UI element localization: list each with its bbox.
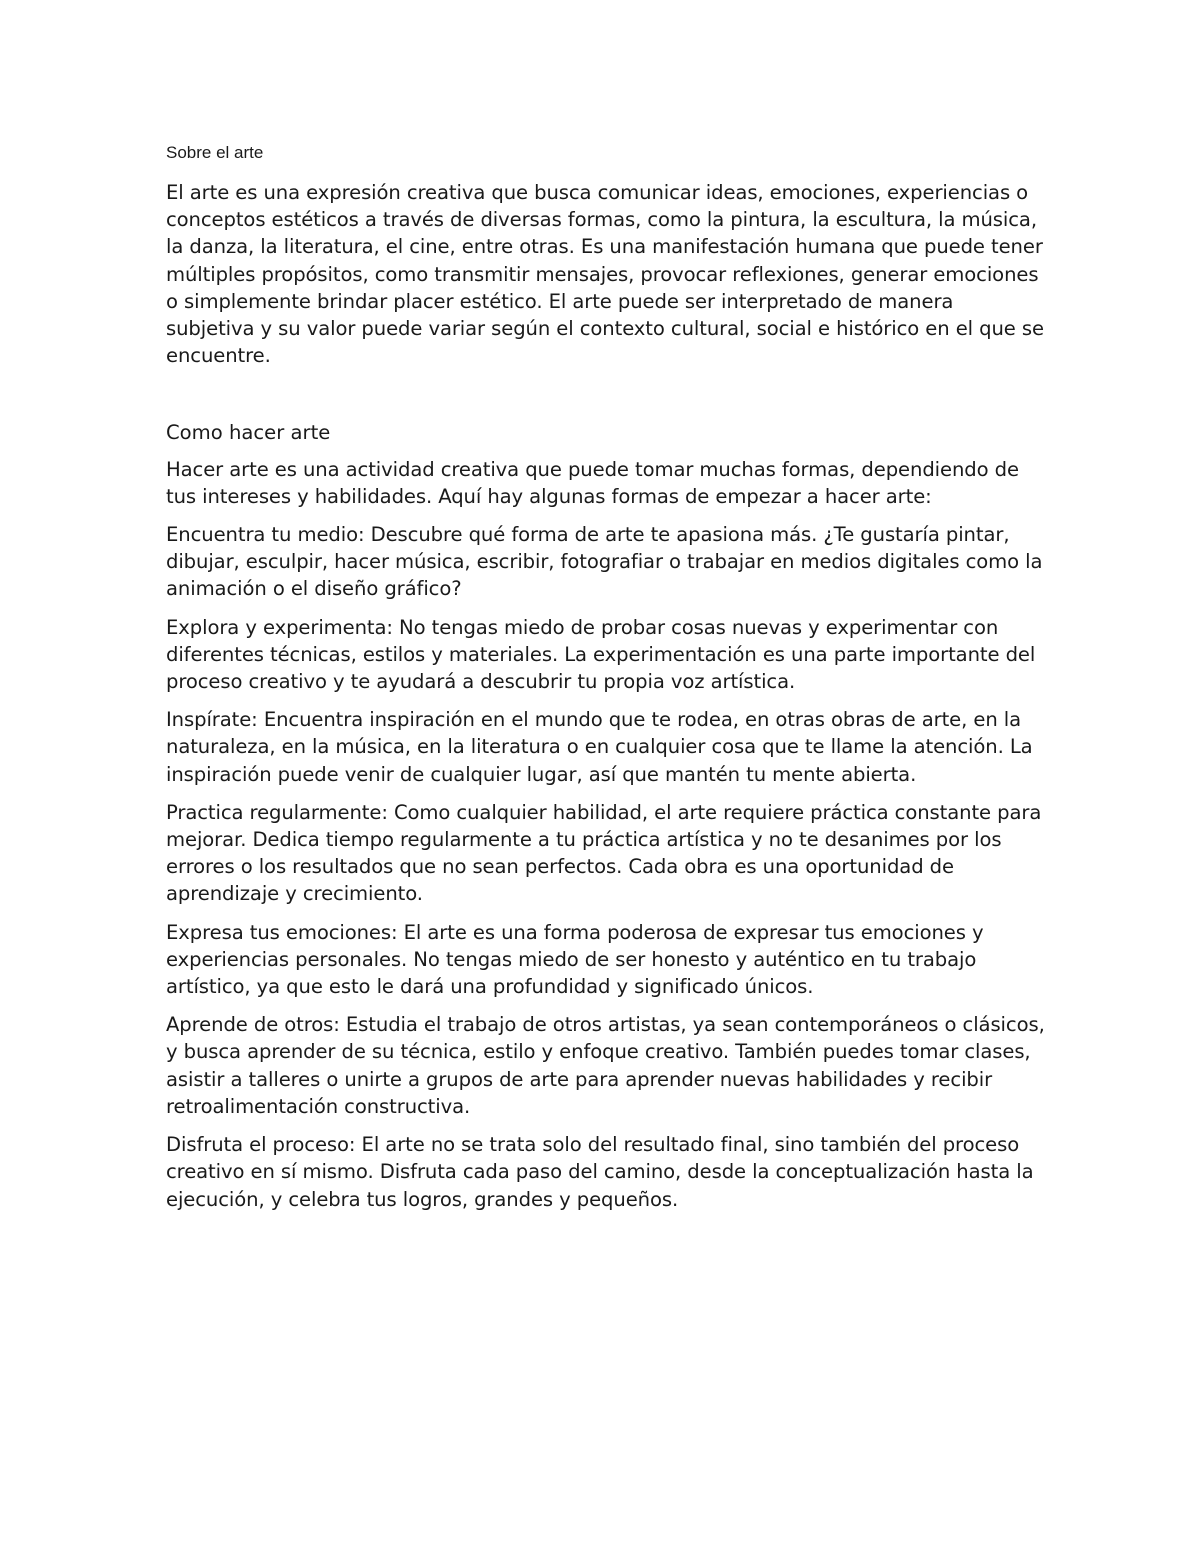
section-heading: Como hacer arte	[166, 421, 331, 445]
document-title: Sobre el arte	[166, 143, 264, 162]
document-page	[166, 141, 1046, 1224]
tip-paragraph: Inspírate: Encuentra inspiración en el mundo que te rodea, en otras obras de arte, en la naturaleza, en la música, en la literatura o en cualquier cosa que te llame la atención. La inspiración puede venir de cualquier lugar, así que mantén tu mente abierta.	[166, 708, 1033, 786]
tip-paragraph: Encuentra tu medio: Descubre qué forma de arte te apasiona más. ¿Te gustaría pintar, dibujar, esculpir, hacer música, escribir, fotografiar o trabajar en medios digitales como la animación o el diseño gráfico?	[166, 523, 1043, 601]
intro-paragraph: El arte es una expresión creativa que busca comunicar ideas, emociones, experiencias o conceptos estéticos a través de diversas formas, como la pintura, la escultura, la música, la danza, la literatura, el cine, entre otras. Es una manifestación humana que puede tener múltiples propósitos, como transmitir mensajes, provocar reflexiones, generar emociones o simplemente brindar placer estético. El arte puede ser interpretado de manera subjetiva y su valor puede variar según el contexto cultural, social e histórico en el que se encuentre.	[166, 181, 1044, 368]
tip-paragraph: Expresa tus emociones: El arte es una forma poderosa de expresar tus emociones y experiencias personales. No tengas miedo de ser honesto y auténtico en tu trabajo artístico, ya que esto le dará una profundidad y significado únicos.	[166, 920, 984, 999]
blank-line	[166, 380, 1046, 419]
tip-paragraph: Practica regularmente: Como cualquier habilidad, el arte requiere práctica constante para mejorar. Dedica tiempo regularmente a tu práctica artística y no te desanimes por los errores o los resultados que no sean perfectos. Cada obra es una oportunidad de aprendizaje y crecimiento.	[166, 800, 1042, 906]
tip-paragraph: Aprende de otros: Estudia el trabajo de otros artistas, ya sean contemporáneos o clásicos, y busca aprender de su técnica, estilo y enfoque creativo. También puedes tomar clases, asistir a talleres o unirte a grupos de arte para aprender nuevas habilidades y recibir retroalimentación constructiva.	[166, 1013, 1045, 1118]
tip-paragraph: Disfruta el proceso: El arte no se trata solo del resultado final, sino también del proceso creativo en sí mismo. Disfruta cada paso del camino, desde la conceptualización hasta la ejecución, y celebra tus logros, grandes y pequeños.	[166, 1133, 1034, 1211]
section-intro-paragraph: Hacer arte es una actividad creativa que puede tomar muchas formas, dependiendo de tus intereses y habilidades. Aquí hay algunas formas de empezar a hacer arte:	[166, 457, 1019, 508]
tip-paragraph: Explora y experimenta: No tengas miedo de probar cosas nuevas y experimentar con diferentes técnicas, estilos y materiales. La experimentación es una parte importante del proceso creativo y te ayudará a descubrir tu propia voz artística.	[166, 615, 1036, 694]
